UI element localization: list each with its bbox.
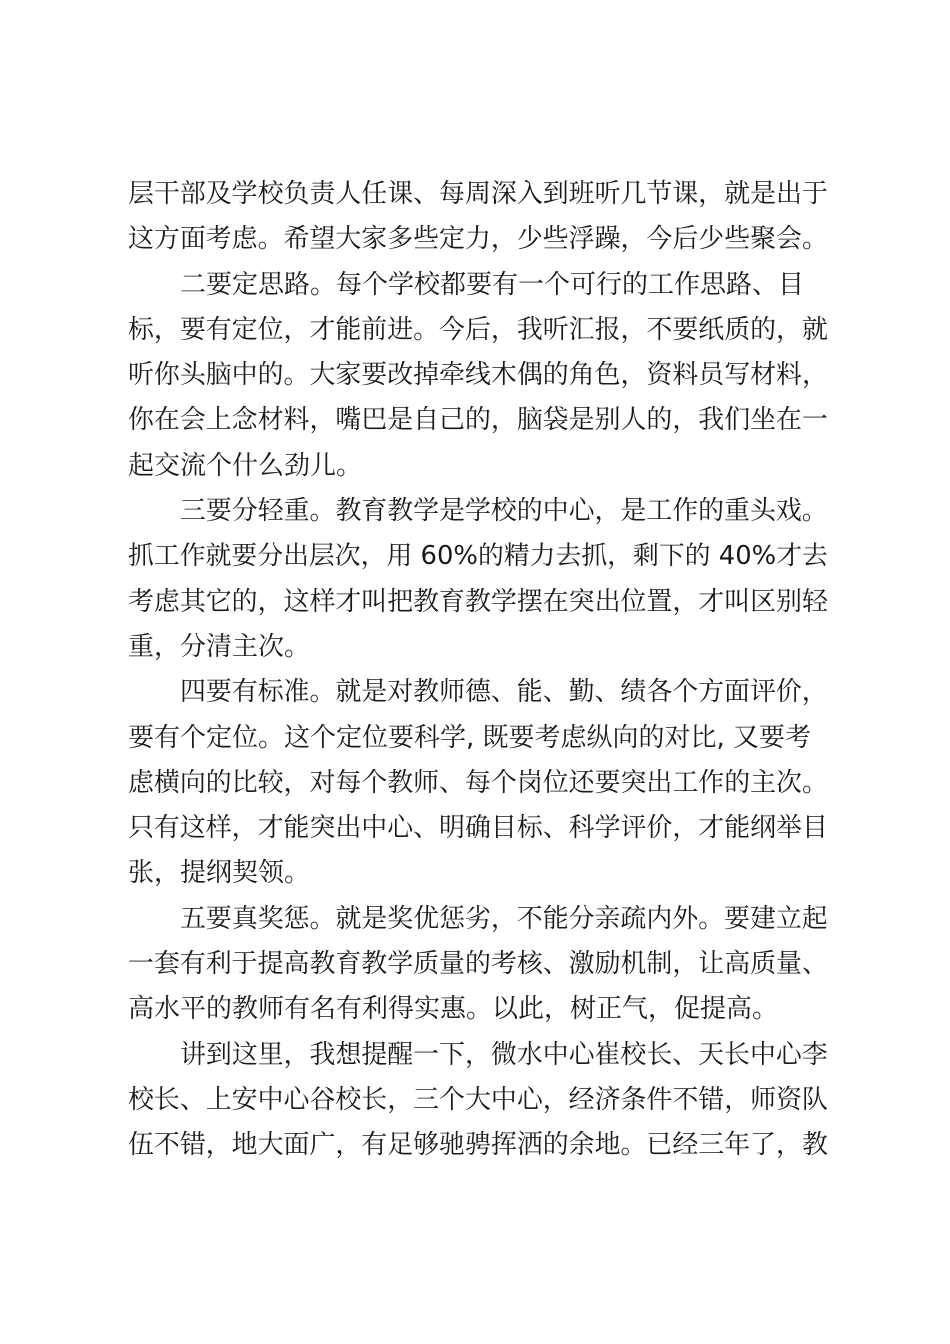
text-line: 讲到这里，我想提醒一下，微水中心崔校长、天长中心李 <box>180 1039 828 1070</box>
text-line: 听你头脑中的。大家要改掉牵线木偶的角色，资料员写材料， <box>128 360 828 391</box>
text-line: 考虑其它的，这样才叫把教育教学摆在突出位置，才叫区别轻 <box>128 586 828 617</box>
text-line: 一套有利于提高教育教学质量的考核、激励机制，让高质量、 <box>128 949 828 980</box>
text-line: 张，提纲契领。 <box>128 858 311 889</box>
text-line: 你在会上念材料，嘴巴是自己的，脑袋是别人的，我们坐在一 <box>128 405 828 436</box>
text-line: 二要定思路。每个学校都要有一个可行的工作思路、目 <box>180 269 805 300</box>
text-line: 伍不错，地大面广，有足够驰骋挥洒的余地。已经三年了，教 <box>128 1130 828 1161</box>
text-line: 虑横向的比较，对每个教师、每个岗位还要突出工作的主次。 <box>128 767 828 798</box>
document-body <box>128 172 828 1169</box>
text-line: 校长、上安中心谷校长，三个大中心，经济条件不错，师资队 <box>128 1084 828 1115</box>
text-line: 抓工作就要分出层次，用 60%的精力去抓，剩下的 40%才去 <box>128 541 828 572</box>
text-line: 标，要有定位，才能前进。今后，我听汇报，不要纸质的，就 <box>128 314 828 345</box>
text-line: 三要分轻重。教育教学是学校的中心，是工作的重头戏。 <box>180 496 828 527</box>
text-line: 五要真奖惩。就是奖优惩劣，不能分亲疏内外。要建立起 <box>180 903 828 934</box>
text-line: 高水平的教师有名有利得实惠。以此，树正气，促提高。 <box>128 994 779 1025</box>
text-line: 重，分清主次。 <box>128 631 311 662</box>
text-line: 四要有标准。就是对教师德、能、勤、绩各个方面评价， <box>180 677 828 708</box>
text-line: 要有个定位。这个定位要科学, 既要考虑纵向的对比, 又要考 <box>128 722 812 753</box>
text-line: 这方面考虑。希望大家多些定力，少些浮躁，今后少些聚会。 <box>128 224 828 255</box>
text-line: 只有这样，才能突出中心、明确目标、科学评价，才能纲举目 <box>128 813 828 844</box>
text-line: 起交流个什么劲儿。 <box>128 450 363 481</box>
text-line: 层干部及学校负责人任课、每周深入到班听几节课，就是出于 <box>128 179 828 209</box>
